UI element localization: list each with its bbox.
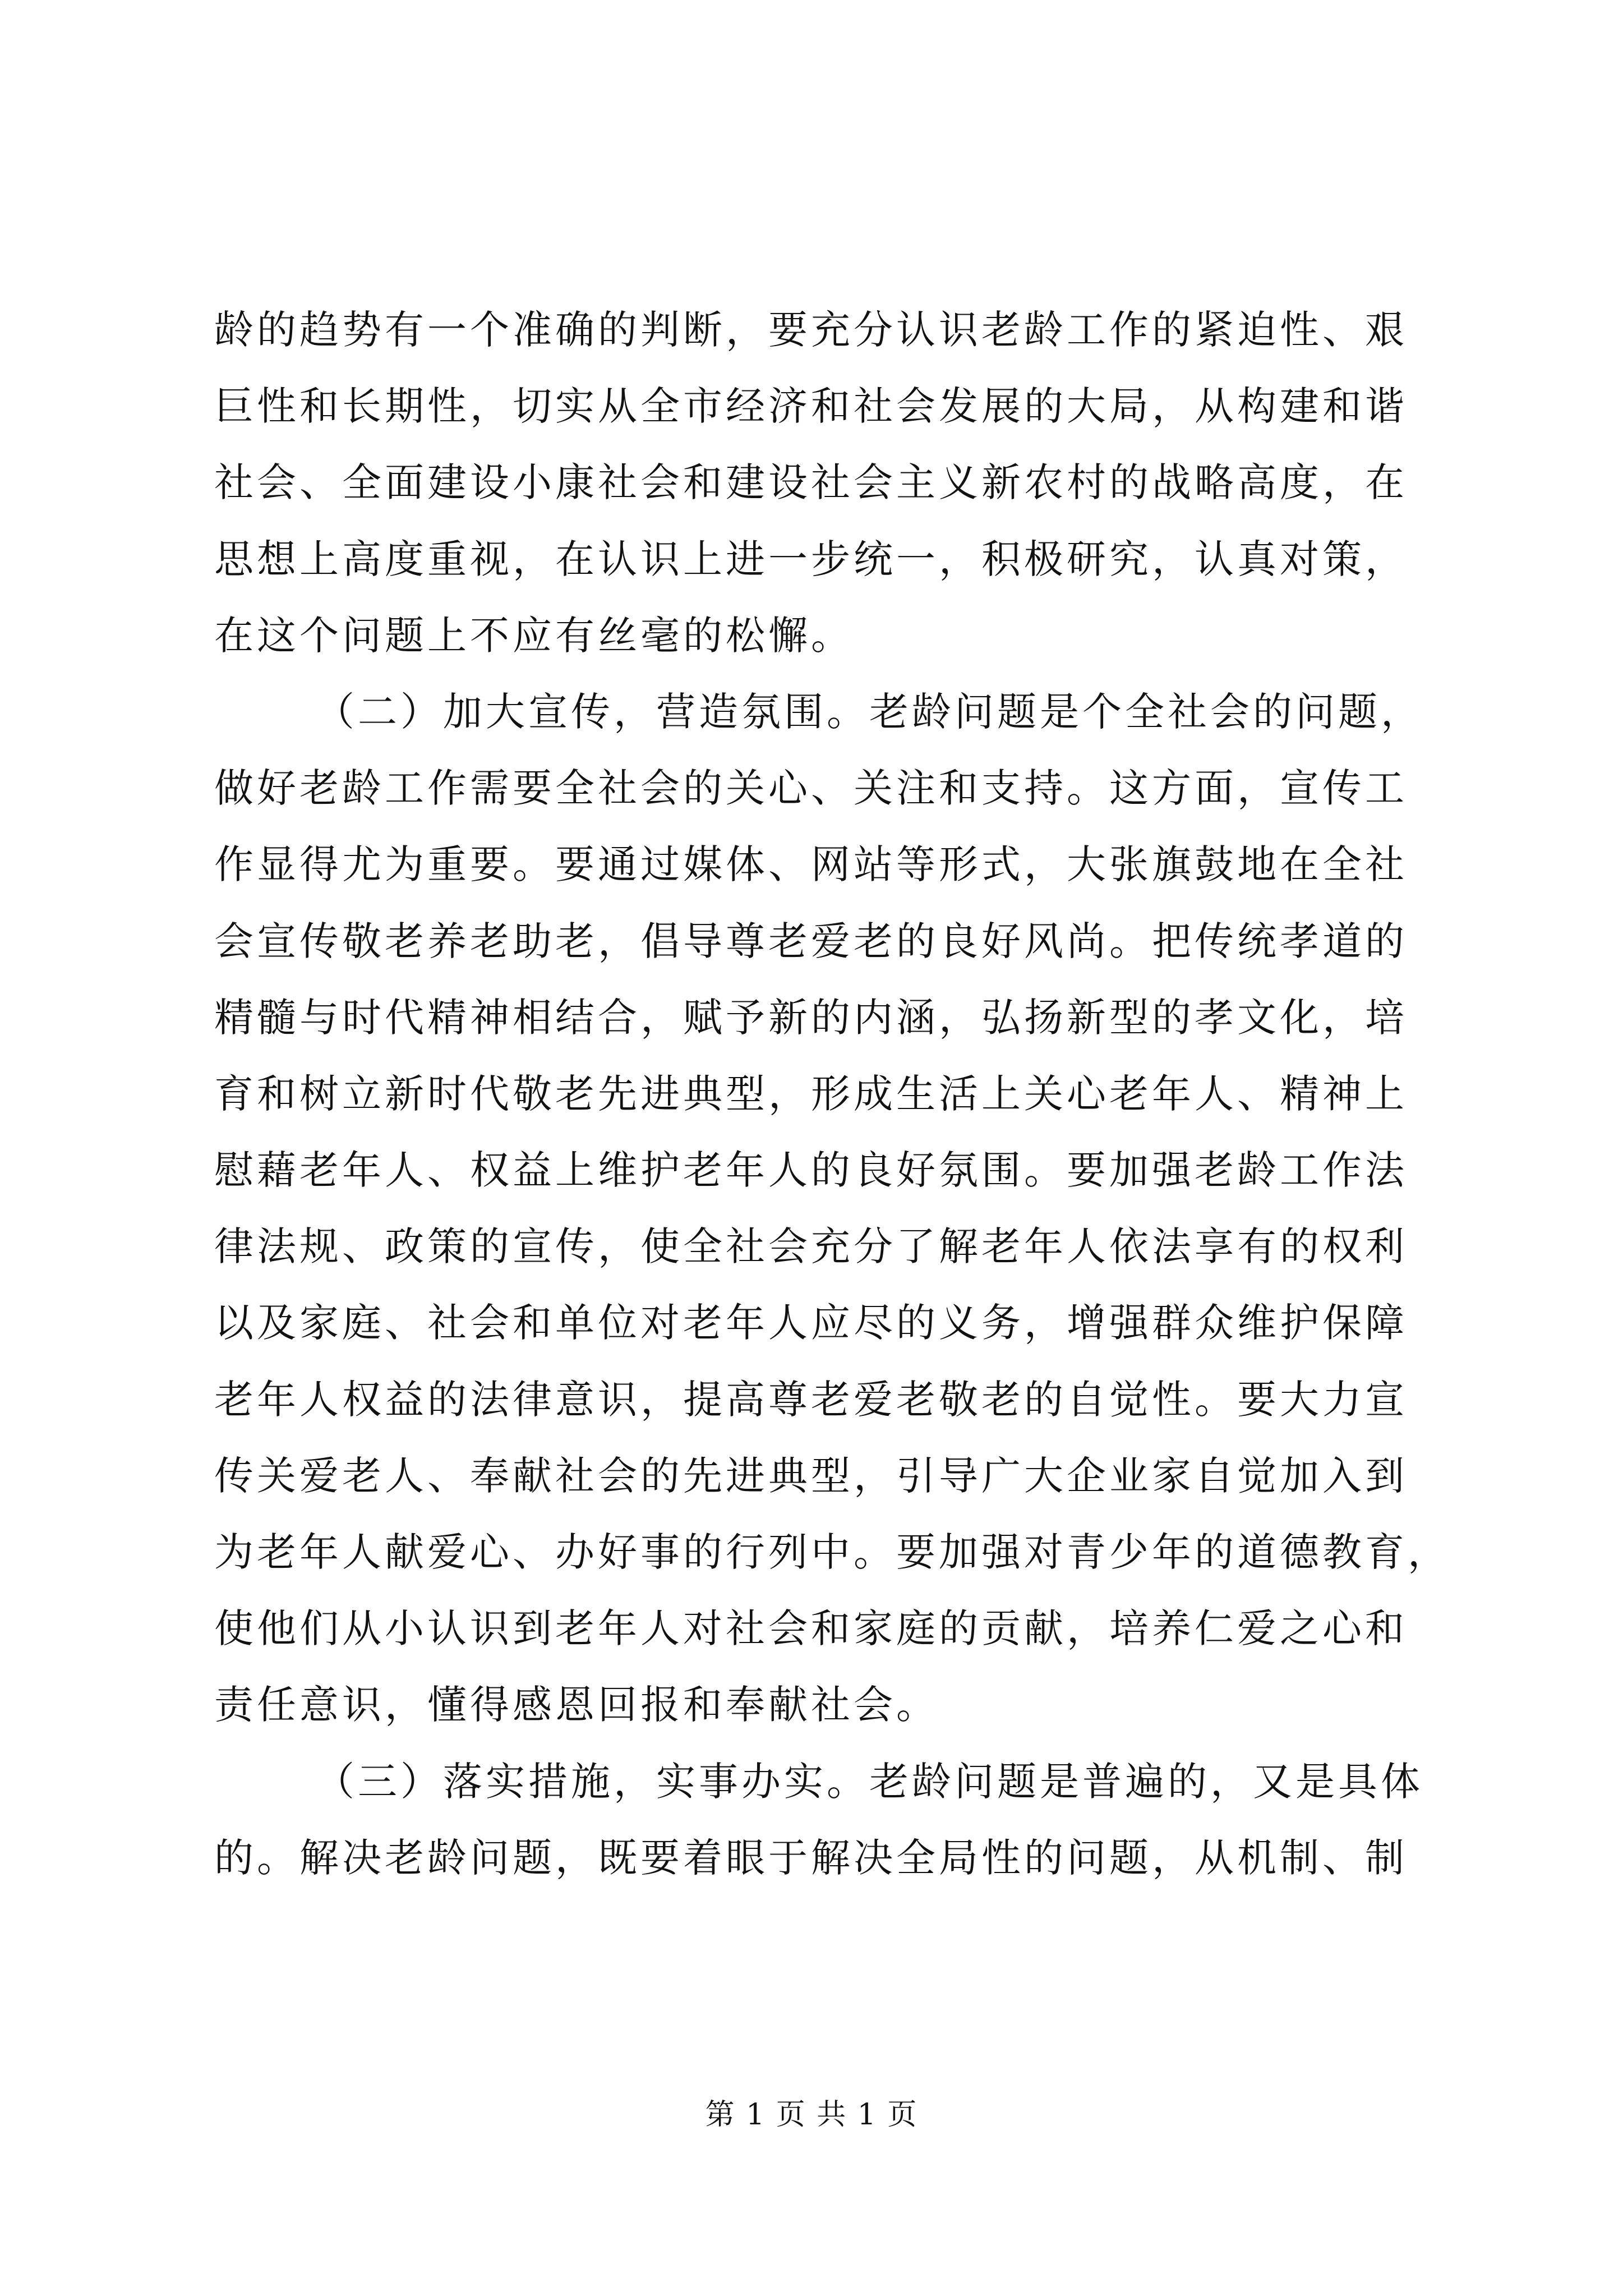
text-line: 会宣传敬老养老助老，倡导尊老爱老的良好风尚。把传统孝道的 — [214, 918, 1408, 964]
text-line: 作显得尤为重要。要通过媒体、网站等形式，大张旗鼓地在全社 — [214, 841, 1408, 888]
text-line: 老年人权益的法律意识，提高尊老爱老敬老的自觉性。要大力宣 — [214, 1376, 1408, 1423]
text-line: 巨性和长期性，切实从全市经济和社会发展的大局，从构建和谐 — [214, 383, 1408, 430]
text-line: 慰藉老年人、权益上维护老年人的良好氛围。要加强老龄工作法 — [214, 1147, 1408, 1194]
text-line: 龄的趋势有一个准确的判断，要充分认识老龄工作的紧迫性、艰 — [214, 307, 1408, 353]
text-line: 育和树立新时代敬老先进典型，形成生活上关心老年人、精神上 — [214, 1070, 1408, 1117]
text-line: 责任意识，懂得感恩回报和奉献社会。 — [214, 1682, 939, 1728]
text-line: 使他们从小认识到老年人对社会和家庭的贡献，培养仁爱之心和 — [214, 1605, 1408, 1652]
text-line: 思想上高度重视，在认识上进一步统一，积极研究，认真对策， — [214, 536, 1408, 582]
text-line: 为老年人献爱心、办好事的行列中。要加强对青少年的道德教育， — [214, 1529, 1450, 1575]
text-line: 精髓与时代精神相结合，赋予新的内涵，弘扬新型的孝文化，培 — [214, 994, 1408, 1041]
text-line: 在这个问题上不应有丝毫的松懈。 — [214, 612, 854, 659]
text-line: 律法规、政策的宣传，使全社会充分了解老年人依法享有的权利 — [214, 1223, 1408, 1270]
text-line: 做好老龄工作需要全社会的关心、关注和支持。这方面，宣传工 — [214, 765, 1408, 812]
text-line: 的。解决老龄问题，既要着眼于解决全局性的问题，从机制、制 — [214, 1834, 1408, 1881]
text-line: 以及家庭、社会和单位对老年人应尽的义务，增强群众维护保障 — [214, 1300, 1408, 1346]
text-line: 社会、全面建设小康社会和建设社会主义新农村的战略高度，在 — [214, 459, 1408, 506]
paragraph-heading-line: （三）落实措施，实事办实。老龄问题是普遍的，又是具体 — [315, 1758, 1423, 1805]
body-text — [214, 292, 1450, 1896]
text-line: 传关爱老人、奉献社会的先进典型，引导广大企业家自觉加入到 — [214, 1452, 1408, 1499]
paragraph-heading-line: （二）加大宣传，营造氛围。老龄问题是个全社会的问题， — [315, 688, 1423, 735]
page-footer: 第 1 页 共 1 页 — [705, 2098, 918, 2132]
